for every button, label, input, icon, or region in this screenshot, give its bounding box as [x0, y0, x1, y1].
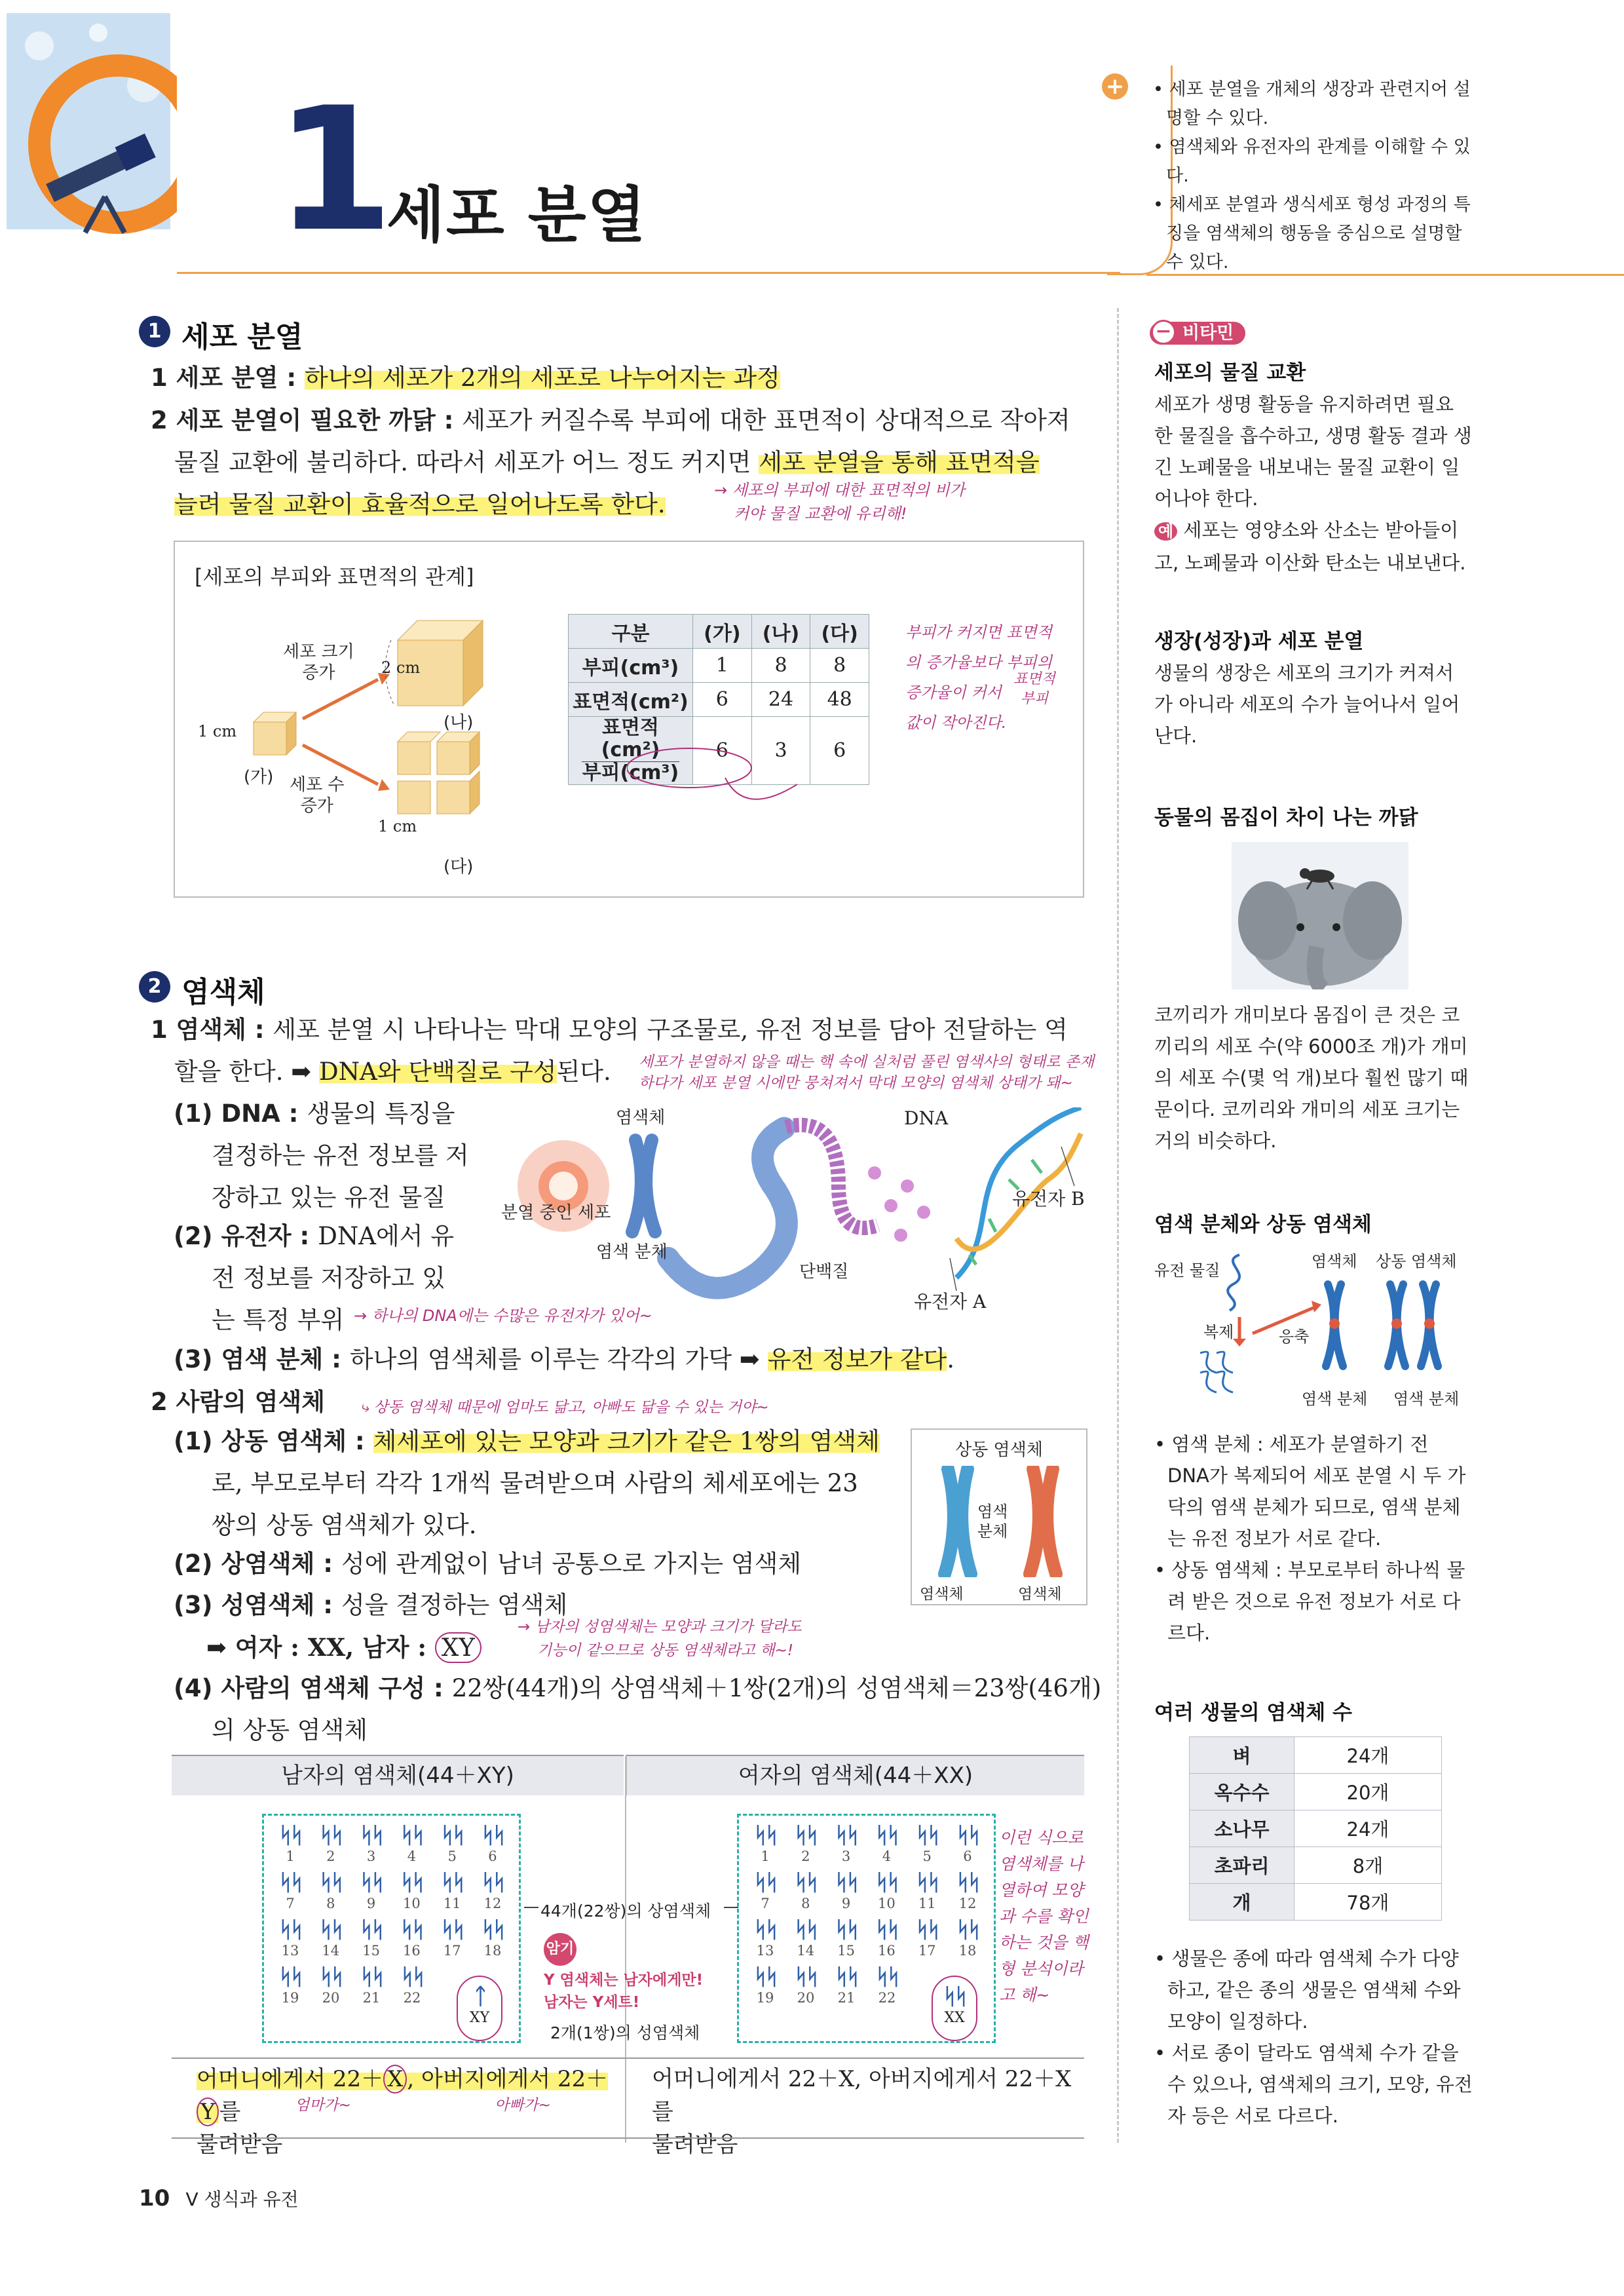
chromosome-pair: ᛋᛋ 11: [434, 1869, 470, 1911]
chromosome-pair: ᛋᛋ 9: [828, 1869, 865, 1911]
header-rule: [177, 272, 1120, 274]
homolog-figure-title: 상동 염색체: [955, 1440, 1043, 1460]
chromosome-number: 20: [797, 1990, 815, 2006]
fig-label-dna: DNA: [904, 1107, 949, 1129]
table-header: 구분: [569, 615, 693, 649]
plus-icon: +: [1102, 73, 1128, 100]
homolog-annotation: ⤷ 상동 염색체 때문에 엄마도 닮고, 아빠도 닮을 수 있는 거야~: [360, 1399, 769, 1416]
chromosome-number: 18: [958, 1943, 977, 1959]
human-chromosome-composition: (4) 사람의 염색체 구성 : 22쌍(44개)의 상염색체＋1쌍(2개)의 성염색체＝23쌍(46개) 의 상동 염색체: [174, 1674, 1102, 1744]
chromosome-number: 12: [483, 1896, 502, 1911]
ratio-circle: [627, 738, 797, 824]
table-row: 벼 24개: [1190, 1737, 1442, 1774]
chromosome-pair: ᛋᛋ 14: [787, 1917, 824, 1959]
sidebar-divider: [1117, 308, 1119, 2143]
table-cell: 6: [693, 683, 752, 717]
section-title: 세포 분열: [181, 320, 303, 354]
chromosome-number: 10: [403, 1896, 421, 1911]
karyotype-annotation: 이런 식으로 염색체를 나 열하여 모양 과 수를 확인 하는 것을 핵 형 분석이라 고 해~: [999, 1828, 1089, 2004]
objective-item: • 세포 분열을 개체의 생장과 관련지어 설명할 수 있다.: [1153, 79, 1471, 128]
fig-label-gene-b: 유전자 B: [1012, 1188, 1085, 1210]
page-footer: [139, 2185, 299, 2211]
chromosome-number: 20: [322, 1990, 340, 2006]
sidebar-block-chromatid-text: • 염색 분체 : 세포가 분열하기 전 DNA가 복제되어 세포 분열 시 두 가닥의 염색 분체가 되므로, 염색 분체는 유전 정보가 서로 같다. • 상동 염색체 : 부모로부터 하나씩 물려 받은 것으로 유전 정보가 서로 다르다.: [1154, 1433, 1466, 1644]
chromosome-number: 2: [326, 1848, 335, 1864]
homolog-chromatid-label: 염색 분체: [977, 1502, 1008, 1540]
sidebar-block-chromatid-title: 염색 분체와 상동 염색체: [1154, 1213, 1372, 1236]
objective-item: • 체세포 분열과 생식세포 형성 과정의 특징을 염색체의 행동을 중심으로 설명할 수 있다.: [1153, 195, 1471, 273]
chromosome-number: 13: [281, 1943, 299, 1959]
sidebar-block-growth: 생장(성장)과 세포 분열 생물의 생장은 세포의 크기가 커져서가 아니라 세포의 수가 늘어나서 일어난다.: [1154, 630, 1460, 747]
homolog-figure: [911, 1428, 1087, 1605]
female-karyotype-header: 여자의 염색체(44＋XX): [626, 1755, 1084, 1795]
chromosome-pair: ᛋᛋ 18: [949, 1917, 986, 1959]
chromosome-pair: ᛋᛋ 17: [434, 1917, 470, 1959]
chromosome-number: 2: [801, 1848, 810, 1864]
chromosome-pair: ᛋᛋ 12: [474, 1869, 511, 1911]
chromosome-number: 18: [483, 1943, 502, 1959]
vitamin-badge: − 비타민: [1150, 318, 1245, 344]
memo-badge: 암기: [544, 1933, 576, 1966]
table-header: (다): [810, 615, 869, 649]
section-number-badge: 1: [139, 316, 170, 347]
label-da: (다): [444, 857, 474, 877]
unit-label: Ⅴ 생식과 유전: [185, 2189, 299, 2210]
chromosome-pair: ᛋᛋ 13: [747, 1917, 784, 1959]
chromosome-number: 3: [366, 1848, 376, 1864]
chromosome-number: 4: [882, 1848, 892, 1864]
chromosome-number: 12: [958, 1896, 977, 1911]
chromosome-pair: ᛋᛋ 5: [434, 1822, 470, 1864]
chromosome-number: 1: [286, 1848, 295, 1864]
sex-chrom-label: 2개(1쌍)의 성염색체: [550, 2023, 700, 2042]
table-header: (나): [751, 615, 810, 649]
chromosome-number: 13: [756, 1943, 774, 1959]
chromosome-number: 16: [878, 1943, 896, 1959]
table-row: 옥수수 20개: [1190, 1774, 1442, 1810]
s1-annotation: → 세포의 부피에 대한 표면적의 비가 커야 물질 교환에 유리해!: [714, 481, 965, 523]
example-badge: 예: [1154, 522, 1177, 541]
table-cell: 24: [751, 683, 810, 717]
table-cell: 1: [693, 649, 752, 683]
autosome-bracket-right: [724, 1907, 738, 1908]
sidebar-block-size-text: 코끼리가 개미보다 몸집이 큰 것은 코끼리의 세포 수(약 6000조 개)가 개미의 세포 수(몇 억 개)보다 훨씬 많기 때문이다. 코끼리와 개미의 세포 크기는 거의 비슷하다.: [1154, 1004, 1469, 1152]
chromosome-pair: ᛋᛋ 16: [868, 1917, 905, 1959]
chromosome-pair: ᛋᛋ 15: [353, 1917, 390, 1959]
chromosome-pair: ᛋᛋ 17: [909, 1917, 945, 1959]
male-karyotype-header: 남자의 염색체(44＋XY): [172, 1755, 624, 1795]
chromosome-pair: ᛋᛋ 3: [353, 1822, 390, 1864]
chromosome-number: 7: [761, 1896, 770, 1911]
chromosome-pair: ᛋᛋ 19: [747, 1964, 784, 2006]
row-label: 부피(cm³): [569, 649, 693, 683]
row-label: 표면적(cm²) 부피(cm³): [569, 717, 693, 785]
divide-label: 세포 수 증가: [290, 775, 345, 816]
section-number-badge: 2: [139, 971, 170, 1003]
chromosome-pair: ᛋᛋ 11: [909, 1869, 945, 1911]
chromosome-pair: ᛋᛋ 15: [828, 1917, 865, 1959]
row-label: 표면적(cm²): [569, 683, 693, 717]
table-cell: 8: [810, 649, 869, 683]
chromosome-pair: ᛋᛋ 1: [272, 1822, 309, 1864]
page-number: 10: [139, 2185, 170, 2211]
chromosome-number: 6: [963, 1848, 972, 1864]
autosome-bracket: [524, 1907, 538, 1908]
karyotype-foot-rule: [172, 2057, 1084, 2059]
chromosome-number: 19: [756, 1990, 774, 2006]
table-header: (가): [693, 615, 752, 649]
chromatid-definition: (3) 염색 분체 : 하나의 염색체를 이루는 각각의 가닥 ➡ 유전 정보가 같다.: [174, 1345, 955, 1373]
table-annotation-fraction: 표면적 부피: [1013, 671, 1055, 707]
chromosome-pair: ᛋᛋ 13: [272, 1917, 309, 1959]
chromosome-pair: ᛋᛋ 2: [787, 1822, 824, 1864]
chromosome-pair: ᛋᛋ 4: [868, 1822, 905, 1864]
chromosome-number: 14: [322, 1943, 340, 1959]
chromosome-number: 17: [918, 1943, 936, 1959]
chromosome-number: 10: [878, 1896, 896, 1911]
chromosome-number: 9: [841, 1896, 851, 1911]
autosome-definition: (2) 상염색체 : 성에 관계없이 남녀 공통으로 가지는 염색체: [174, 1550, 802, 1578]
chromosome-pair: ᛋᛋ 5: [909, 1822, 945, 1864]
section1-heading: [139, 313, 303, 355]
telescope-icon: [66, 151, 118, 203]
chromosome-pair: ᛋᛋ 18: [474, 1917, 511, 1959]
table-cell: 6: [810, 717, 869, 785]
homolog-chrom-label-1: 염색체: [920, 1586, 964, 1603]
chromosome-pair: ᛋᛋ 2: [312, 1822, 349, 1864]
chromosome-pair: ᛋᛋ 12: [949, 1869, 986, 1911]
dim-2cm: 2 cm: [381, 659, 421, 677]
chromosome-pair: ᛋᛋ 14: [312, 1917, 349, 1959]
chromosome-number: 15: [837, 1943, 855, 1959]
label-na: (나): [444, 713, 474, 733]
section2-heading: [139, 968, 265, 1010]
table-row: 소나무 24개: [1190, 1810, 1442, 1847]
chapter-title: 세포 분열: [387, 180, 647, 250]
mom-note: 엄마가~: [295, 2097, 351, 2114]
male-sex-chrom-circle: ᛏ XY: [457, 1976, 502, 2041]
chromosome-number: 9: [366, 1896, 376, 1911]
table-row: 개 78개: [1190, 1884, 1442, 1921]
s1-item2: 2 세포 분열이 필요한 까닭 : 세포가 커질수록 부피에 대한 표면적이 상대적으로 작아져 물질 교환에 불리하다. 따라서 세포가 어느 정도 커지면 세포 분열을 통해 표면적을 늘려 물질 교환이 효율적으로 일어나도록 한다.: [151, 406, 1070, 518]
chromosome-pair: ᛋᛋ 22: [394, 1964, 430, 2006]
chromosome-pair: ᛋᛋ 22: [869, 1964, 905, 2006]
chromosome-number: 1: [761, 1848, 770, 1864]
fig-label-protein: 단백질: [799, 1262, 849, 1282]
karyotype-bottom-rule: [172, 2137, 1084, 2139]
table-cell: 8: [751, 649, 810, 683]
dim-1cm-split: 1 cm: [378, 817, 417, 835]
dad-note: 아빠가~: [495, 2097, 551, 2114]
sex-chromosome-definition: (3) 성염색체 : 성을 결정하는 염색체 ➡ 여자 : XX, 남자 : XY: [174, 1591, 568, 1662]
fig-label-dividing-cell: 분열 중인 세포: [501, 1203, 611, 1223]
gene-annotation: → 하나의 DNA에는 수많은 유전자가 있어~: [354, 1307, 652, 1325]
chromosome-number: 19: [281, 1990, 299, 2006]
chromosome-number: 22: [403, 1990, 421, 2006]
learning-objectives: [1153, 75, 1481, 277]
chromosome-pair: ᛋᛋ 8: [312, 1869, 349, 1911]
s1-item1: 1 세포 분열 : 하나의 세포가 2개의 세포로 나누어지는 과정: [151, 364, 780, 392]
chromosome-pair: ᛋᛋ 4: [393, 1822, 430, 1864]
chromosome-pair: ᛋᛋ 7: [747, 1869, 784, 1911]
karyotype-divider: [625, 1756, 626, 2143]
table-annotation: 부피가 커지면 표면적 의 증가율보다 부피의 증가율이 커서 값이 작아진다.: [905, 623, 1052, 732]
chromosome-pair: ᛋᛋ 6: [474, 1822, 511, 1864]
chromosome-number: 21: [837, 1990, 856, 2006]
chromosome-number: 17: [443, 1943, 461, 1959]
table-cell: 6: [693, 717, 752, 785]
homolog-definition: (1) 상동 염색체 : 체세포에 있는 모양과 크기가 같은 1쌍의 염색체 로, 부모로부터 각각 1개씩 물려받으며 사람의 체세포에는 23 쌍의 상동 염색체가 있다.: [174, 1427, 880, 1539]
chromosome-number: 15: [362, 1943, 380, 1959]
chromosome-pair: ᛋᛋ 16: [393, 1917, 430, 1959]
chromosome-number: 8: [801, 1896, 810, 1911]
objective-item: • 염색체와 유전자의 관계를 이해할 수 있다.: [1153, 137, 1471, 186]
dna-definition: (1) DNA : 생물의 특징을 결정하는 유전 정보를 저 장하고 있는 유전 물질: [174, 1100, 469, 1212]
minus-icon: −: [1151, 320, 1176, 345]
sidebar-block-organisms-title: 여러 생물의 염색체 수: [1154, 1701, 1352, 1725]
organism-chromosome-table: [1189, 1736, 1442, 1921]
chromosome-number: 4: [407, 1848, 417, 1864]
fig-label-chromosome: 염색체: [616, 1108, 666, 1128]
table-cell: 3: [751, 717, 810, 785]
elephant-ant-illustration: [1232, 842, 1408, 989]
chromosome-pair: ᛋᛋ 6: [949, 1822, 986, 1864]
chromosome-pair: ᛋᛋ 9: [353, 1869, 390, 1911]
s2-annotation-top: 세포가 분열하지 않을 때는 핵 속에 실처럼 풀린 염색사의 형태로 존재 하다가 세포 분열 시에만 뭉쳐져서 막대 모양의 염색체 상태가 돼~: [639, 1054, 1095, 1092]
memo-text: Y 염색체는 남자에게만! 남자는 Y세트!: [544, 1972, 704, 2011]
dim-1cm: 1 cm: [198, 722, 237, 740]
chromosome-number: 7: [286, 1896, 295, 1911]
chromosome-number: 16: [403, 1943, 421, 1959]
volume-surface-figure: [174, 541, 1084, 898]
chromosome-pair: ᛋᛋ 21: [828, 1964, 865, 2006]
chromosome-pair: ᛋᛋ 8: [787, 1869, 824, 1911]
figure-title: [세포의 부피와 표면적의 관계]: [195, 564, 474, 589]
chromosome-number: 21: [362, 1990, 381, 2006]
homolog-chrom-label-2: 염색체: [1018, 1586, 1062, 1603]
s2-item1: 1 염색체 : 세포 분열 시 나타나는 막대 모양의 구조물로, 유전 정보를 담아 전달하는 역 할을 한다. ➡ DNA와 단백질로 구성된다.: [151, 1016, 1068, 1086]
chapter-number: 1: [275, 71, 390, 269]
chromosome-number: 8: [326, 1896, 335, 1911]
sidebar-block-size-title: 동물의 몸집이 차이 나는 까닭: [1154, 806, 1418, 830]
chromatid-mini-figure: 유전 물질 복제 응축 염색체 상동 염색체 염색 분체 염색 분체: [1154, 1252, 1460, 1408]
chromosome-number: 14: [797, 1943, 815, 1959]
autosome-label: 44개(22쌍)의 상염색체: [540, 1902, 711, 1921]
chromosome-number: 22: [878, 1990, 896, 2006]
table-cell: 48: [810, 683, 869, 717]
gene-definition: (2) 유전자 : DNA에서 유 전 정보를 저장하고 있 는 특정 부위: [174, 1222, 454, 1334]
chromosome-pair: ᛋᛋ 19: [272, 1964, 309, 2006]
fig-label-gene-a: 유전자 A: [914, 1291, 987, 1312]
chromosome-number: 11: [918, 1896, 936, 1911]
human-chromosome-title: 2 사람의 염색체: [151, 1388, 325, 1416]
sex-chromosome-annotation: → 남자의 성염색체는 모양과 크기가 달라도 기능이 같으므로 상동 염색체라고 해~!: [518, 1618, 802, 1659]
chromosome-number: 11: [443, 1896, 461, 1911]
chromosome-pair: ᛋᛋ 10: [393, 1869, 430, 1911]
chromosome-pair: ᛋᛋ 20: [787, 1964, 824, 2006]
table-row: 초파리 8개: [1190, 1847, 1442, 1884]
sidebar-block-exchange: 세포의 물질 교환 세포가 생명 활동을 유지하려면 필요한 물질을 흡수하고, 생명 활동 결과 생긴 노폐물을 내보내는 물질 교환이 일어나야 한다. 예 세포는 영양소와 산소는 받아들이고, 노폐물과 이산화 탄소는 내보낸다.: [1154, 361, 1472, 574]
chromosome-pair: ᛋᛋ 20: [312, 1964, 349, 2006]
female-inheritance: 어머니에게서 22＋X, 아버지에게서 22＋X를 물려받음: [652, 2066, 1072, 2158]
sidebar-block-organisms-text: • 생물은 종에 따라 염색체 수가 다양하고, 같은 종의 생물은 염색체 수와 모양이 일정하다. • 서로 종이 달라도 염색체 수가 같을 수 있으나, 염색체의 크기, 모양, 유전자 등은 서로 다르다.: [1154, 1947, 1473, 2127]
chromosome-number: 5: [922, 1848, 932, 1864]
chromosome-number: 6: [488, 1848, 497, 1864]
chromosome-number: 3: [841, 1848, 851, 1864]
female-sex-chrom-circle: ᛋᛋ XX: [932, 1976, 977, 2041]
grow-label: 세포 크기 증가: [283, 642, 354, 683]
section-title: 염색체: [181, 976, 265, 1009]
fig-label-chromatid: 염색 분체: [596, 1242, 668, 1262]
chromosome-pair: ᛋᛋ 1: [747, 1822, 784, 1864]
chromosome-pair: ᛋᛋ 10: [868, 1869, 905, 1911]
chromosome-pair: ᛋᛋ 7: [272, 1869, 309, 1911]
chromosome-pair: ᛋᛋ 21: [353, 1964, 390, 2006]
chromosome-pair: ᛋᛋ 3: [828, 1822, 865, 1864]
chromosome-number: 5: [447, 1848, 457, 1864]
male-inheritance: 어머니에게서 22＋ X , 아버지에게서 22＋Y 를 물려받음: [197, 2066, 609, 2158]
label-ga: (가): [244, 767, 274, 787]
